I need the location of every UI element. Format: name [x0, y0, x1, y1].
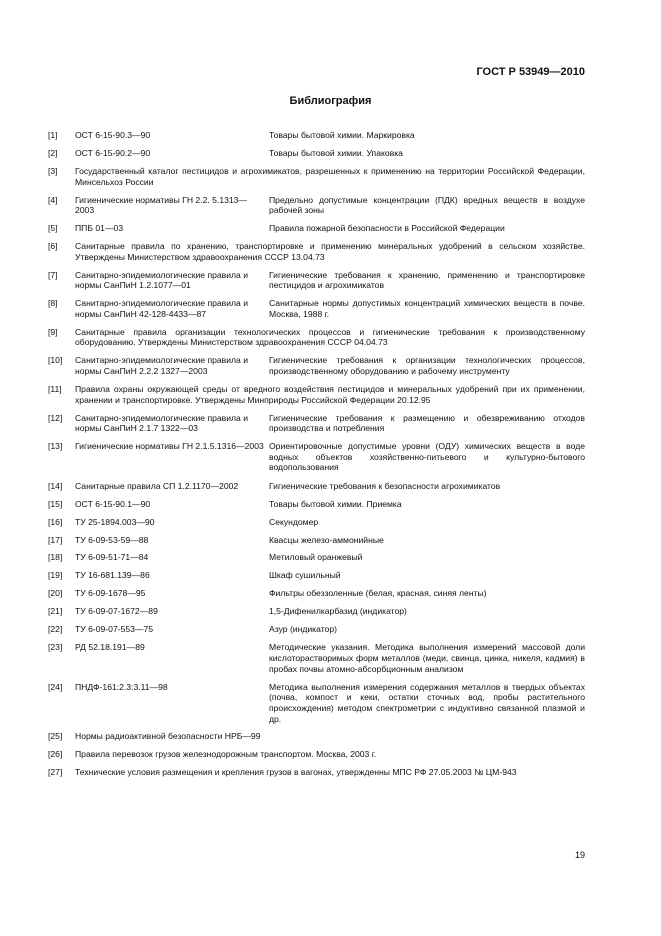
bibliography-entry	[48, 270, 588, 291]
page-number: 19	[574, 850, 585, 860]
entry-number: [8]	[48, 298, 58, 309]
entry-document: Гигиенические нормативы ГН 2.1.5.1316—2003	[75, 441, 264, 452]
entry-document: ППБ 01—03	[75, 223, 124, 234]
entry-title: Правила пожарной безопасности в Российской Федерации	[269, 223, 505, 234]
entry-number: [16]	[48, 516, 63, 527]
entry-number: [5]	[48, 223, 58, 234]
bibliography-entry	[48, 535, 588, 546]
entry-number: [23]	[48, 642, 63, 653]
entry-title: Секундомер	[269, 516, 319, 527]
entry-title: Гигиенические требования к безопасности агрохимикатов	[269, 480, 501, 491]
entry-number: [19]	[48, 570, 63, 581]
entry-document: ТУ 6-09-07-1672—89	[75, 606, 158, 617]
entry-number: [4]	[48, 194, 58, 205]
document-standard-header: ГОСТ Р 53949—2010	[476, 66, 585, 78]
bibliography-entry	[48, 241, 588, 262]
bibliography-entry	[48, 441, 588, 473]
entry-document: ТУ 16-681.139—86	[75, 570, 150, 581]
entry-number: [14]	[48, 480, 63, 491]
entry-document: Гигиенические нормативы ГН 2.2. 5.1313—2003	[75, 194, 248, 216]
entry-title: Товары бытовой химии. Приемка	[269, 498, 402, 509]
entry-document: Санитарные правила СП 1.2.1170—2002	[75, 480, 239, 491]
entry-title: Ориентировочные допустимые уровни (ОДУ) химических веществ в воде водных объектов хозяйственно-питьевого и культурно-бытового водопользования	[269, 441, 585, 473]
bibliography-entry	[48, 570, 588, 581]
entry-title: Методика выполнения измерения содержания металлов в твердых объектах (почва, компост и кеки, остатки сточных вод, пробы растительного происхождения) методом спектрометрии с индуктивно связанной плазмой и др.	[269, 681, 585, 724]
entry-document: Санитарно-эпидемиологические правила и нормы СанПиН 1.2.1077—01	[75, 269, 249, 291]
entry-text: Правила охраны окружающей среды от вредного воздействия пестицидов и минеральных удобрений при их применении, хранении и транспортировке. Утверждены Минприроды Российской Федерации 20.12.95	[75, 384, 585, 405]
bibliography-entry	[48, 195, 588, 216]
entry-number: [13]	[48, 441, 63, 452]
entry-title: Шкаф сушильный	[269, 570, 341, 581]
entry-title: Гигиенические требования к организации технологических процессов, производственному оборудованию и рабочему инструменту	[269, 355, 585, 377]
section-title: Библиография	[289, 95, 372, 107]
entry-number: [21]	[48, 606, 63, 617]
bibliography-entry	[48, 481, 588, 492]
entry-number: [26]	[48, 749, 63, 760]
bibliography-entry	[48, 588, 588, 599]
entry-document: Санитарно-эпидемиологические правила и нормы СанПиН 2.2.2 1327—2003	[75, 355, 249, 377]
bibliography-entry	[48, 130, 588, 141]
entry-number: [2]	[48, 147, 58, 158]
entry-document: ОСТ 6-15-90.1—90	[75, 498, 151, 509]
bibliography-entry	[48, 148, 588, 159]
entry-document: Санитарно-эпидемиологические правила и нормы СанПиН 2.1.7 1322—03	[75, 412, 249, 434]
entry-text: Технические условия размещения и крепления грузов в вагонах, утвержденны МПС РФ 27.05.2003 № ЦМ-943	[75, 767, 517, 778]
entry-document: ТУ 6-09-51-71—84	[75, 552, 149, 563]
entry-document: ТУ 6-09-07-553—75	[75, 624, 154, 635]
bibliography-entry	[48, 166, 588, 187]
entry-title: Предельно допустимые концентрации (ПДК) вредных веществ в воздухе рабочей зоны	[269, 194, 585, 216]
entry-document: Санитарно-эпидемиологические правила и нормы СанПиН 42-128-4433—87	[75, 298, 249, 319]
entry-document: ОСТ 6-15-90.2—90	[75, 147, 151, 158]
bibliography-entry	[48, 223, 588, 234]
bibliography-entry	[48, 384, 588, 405]
entry-number: [12]	[48, 412, 63, 423]
bibliography-entry	[48, 552, 588, 563]
entry-title: Азур (индикатор)	[269, 624, 337, 635]
entry-document: ТУ 6-09-1678—95	[75, 588, 146, 599]
bibliography-entry	[48, 749, 588, 760]
entry-number: [25]	[48, 731, 63, 742]
entry-title: Гигиенические требования к хранению, применению и транспортировке пестицидов и агрохимикатов	[269, 269, 585, 291]
entry-text: Правила перевозок грузов железнодорожным транспортом. Москва, 2003 г.	[75, 749, 377, 760]
entry-number: [20]	[48, 588, 63, 599]
bibliography-entry	[48, 413, 588, 434]
entry-title: Метиловый оранжевый	[269, 552, 363, 563]
bibliography-entry	[48, 606, 588, 617]
entry-document: ТУ 6-09-53-59—88	[75, 534, 149, 545]
entry-text: Государственный каталог пестицидов и агрохимикатов, разрешенных к применению на территории Российской Федерации, Минсельхоз России	[75, 165, 585, 187]
entry-title: Гигиенические требования к размещению и обезвреживанию отходов производства и потребления	[269, 412, 585, 434]
entry-number: [9]	[48, 326, 58, 337]
entry-number: [10]	[48, 355, 63, 366]
entry-number: [3]	[48, 165, 58, 176]
entry-number: [15]	[48, 498, 63, 509]
entry-title: Санитарные нормы допустимых концентраций химических веществ в почве. Москва, 1988 г.	[269, 298, 585, 319]
entry-document: ОСТ 6-15-90.3—90	[75, 130, 151, 140]
bibliography-entry	[48, 682, 588, 724]
entry-title: Квасцы железо-аммонийные	[269, 534, 384, 545]
entry-number: [6]	[48, 241, 58, 252]
bibliography-entry	[48, 499, 588, 510]
entry-text: Нормы радиоактивной безопасности НРБ—99	[75, 731, 261, 742]
entry-document: РД 52.18.191—89	[75, 642, 145, 653]
bibliography-entry	[48, 624, 588, 635]
entry-document: ТУ 25-1894.003—90	[75, 516, 155, 527]
entry-text: Санитарные правила организации технологических процессов и гигиенические требования к производственному оборудованию. Утверждены Министерством здравоохранения СССР 04.04.73	[75, 326, 585, 348]
entry-title: Фильтры обеззоленные (белая, красная, синяя ленты)	[269, 588, 487, 599]
bibliography-entry	[48, 298, 588, 319]
bibliography-entry	[48, 642, 588, 674]
bibliography-entry	[48, 355, 588, 376]
entry-title: Товары бытовой химии. Маркировка	[269, 130, 415, 140]
entry-document: ПНДФ-161:2.3:3.11—98	[75, 681, 168, 692]
entry-number: [24]	[48, 681, 63, 692]
bibliography-entry	[48, 327, 588, 348]
entry-number: [1]	[48, 130, 58, 140]
entry-number: [18]	[48, 552, 63, 563]
bibliography-entry	[48, 767, 588, 778]
entry-number: [7]	[48, 269, 58, 280]
entry-title: 1,5-Дифенилкарбазид (индикатор)	[269, 606, 407, 617]
entry-text: Санитарные правила по хранению, транспортировке и применению минеральных удобрений в сельском хозяйстве. Утверждены Министерством здравоохранения СССР 13.04.73	[75, 241, 585, 262]
entry-number: [22]	[48, 624, 63, 635]
bibliography-entry	[48, 731, 588, 742]
entry-number: [11]	[48, 384, 62, 394]
bibliography-entry	[48, 517, 588, 528]
entry-title: Товары бытовой химии. Упаковка	[269, 147, 403, 158]
entry-number: [27]	[48, 767, 63, 778]
entry-title: Методические указания. Методика выполнения измерений массовой доли кислоторастворимых форм металлов (меди, свинца, цинка, никеля, кадмия) в пробах почвы атомно-абсорбционным анализом	[269, 642, 585, 674]
entry-number: [17]	[48, 534, 63, 545]
bibliography-list	[48, 130, 588, 785]
